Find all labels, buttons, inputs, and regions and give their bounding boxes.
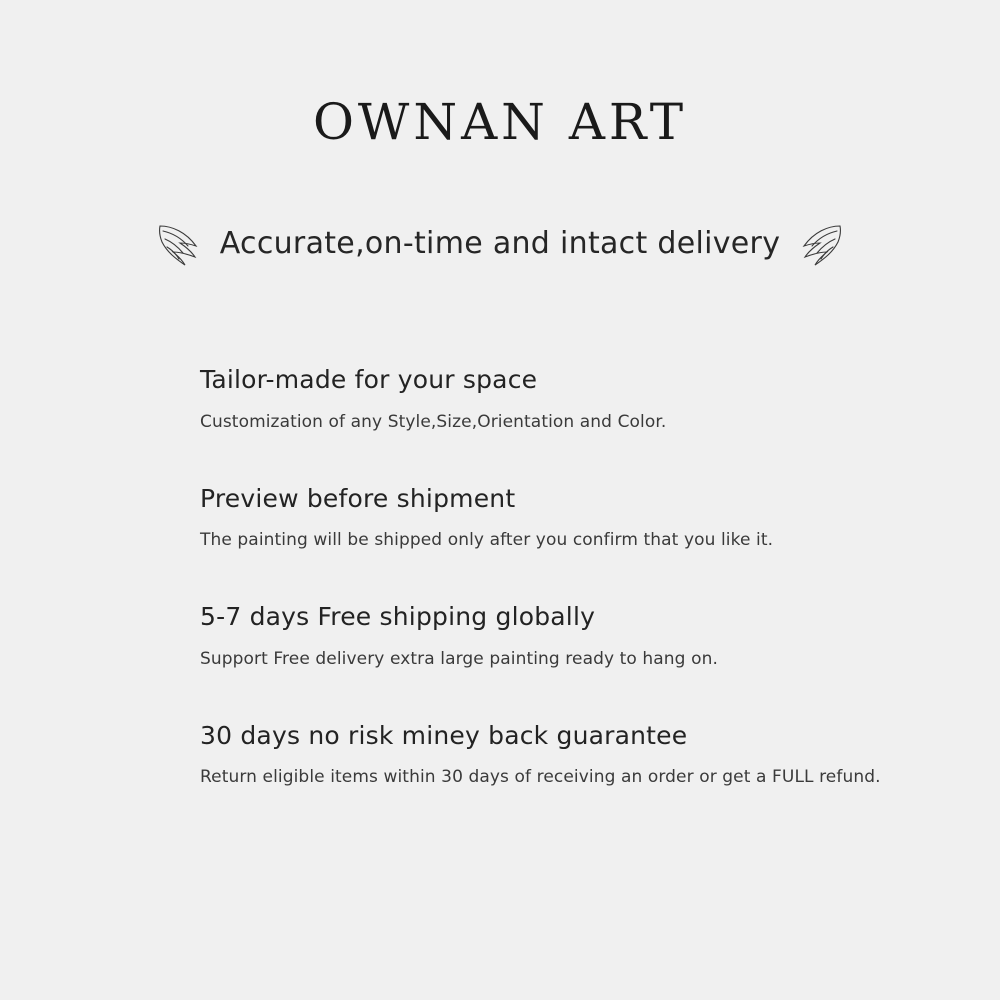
feature-description: Return eligible items within 30 days of receiving an order or get a FULL refund. xyxy=(200,767,881,788)
feature-description: Customization of any Style,Size,Orientation and Color. xyxy=(200,411,667,432)
list-item xyxy=(200,483,960,552)
page-title: OWNAN ART xyxy=(312,93,688,151)
feature-description: Support Free delivery extra large painting ready to hang on. xyxy=(200,648,718,669)
list-item xyxy=(200,364,960,433)
wing-left-icon xyxy=(152,212,214,274)
feature-list xyxy=(200,364,960,788)
feature-description: The painting will be shipped only after you confirm that you like it. xyxy=(200,530,774,551)
feature-title: Preview before shipment xyxy=(200,483,516,513)
list-item xyxy=(200,601,960,670)
feature-title: 30 days no risk miney back guarantee xyxy=(200,720,688,750)
feature-title: 5-7 days Free shipping globally xyxy=(200,602,596,632)
tagline-text: Accurate,on-time and intact delivery xyxy=(219,225,781,261)
feature-title: Tailor-made for your space xyxy=(200,365,538,394)
list-item xyxy=(200,720,960,789)
wing-right-icon xyxy=(786,212,848,274)
tagline-row xyxy=(0,212,1000,274)
